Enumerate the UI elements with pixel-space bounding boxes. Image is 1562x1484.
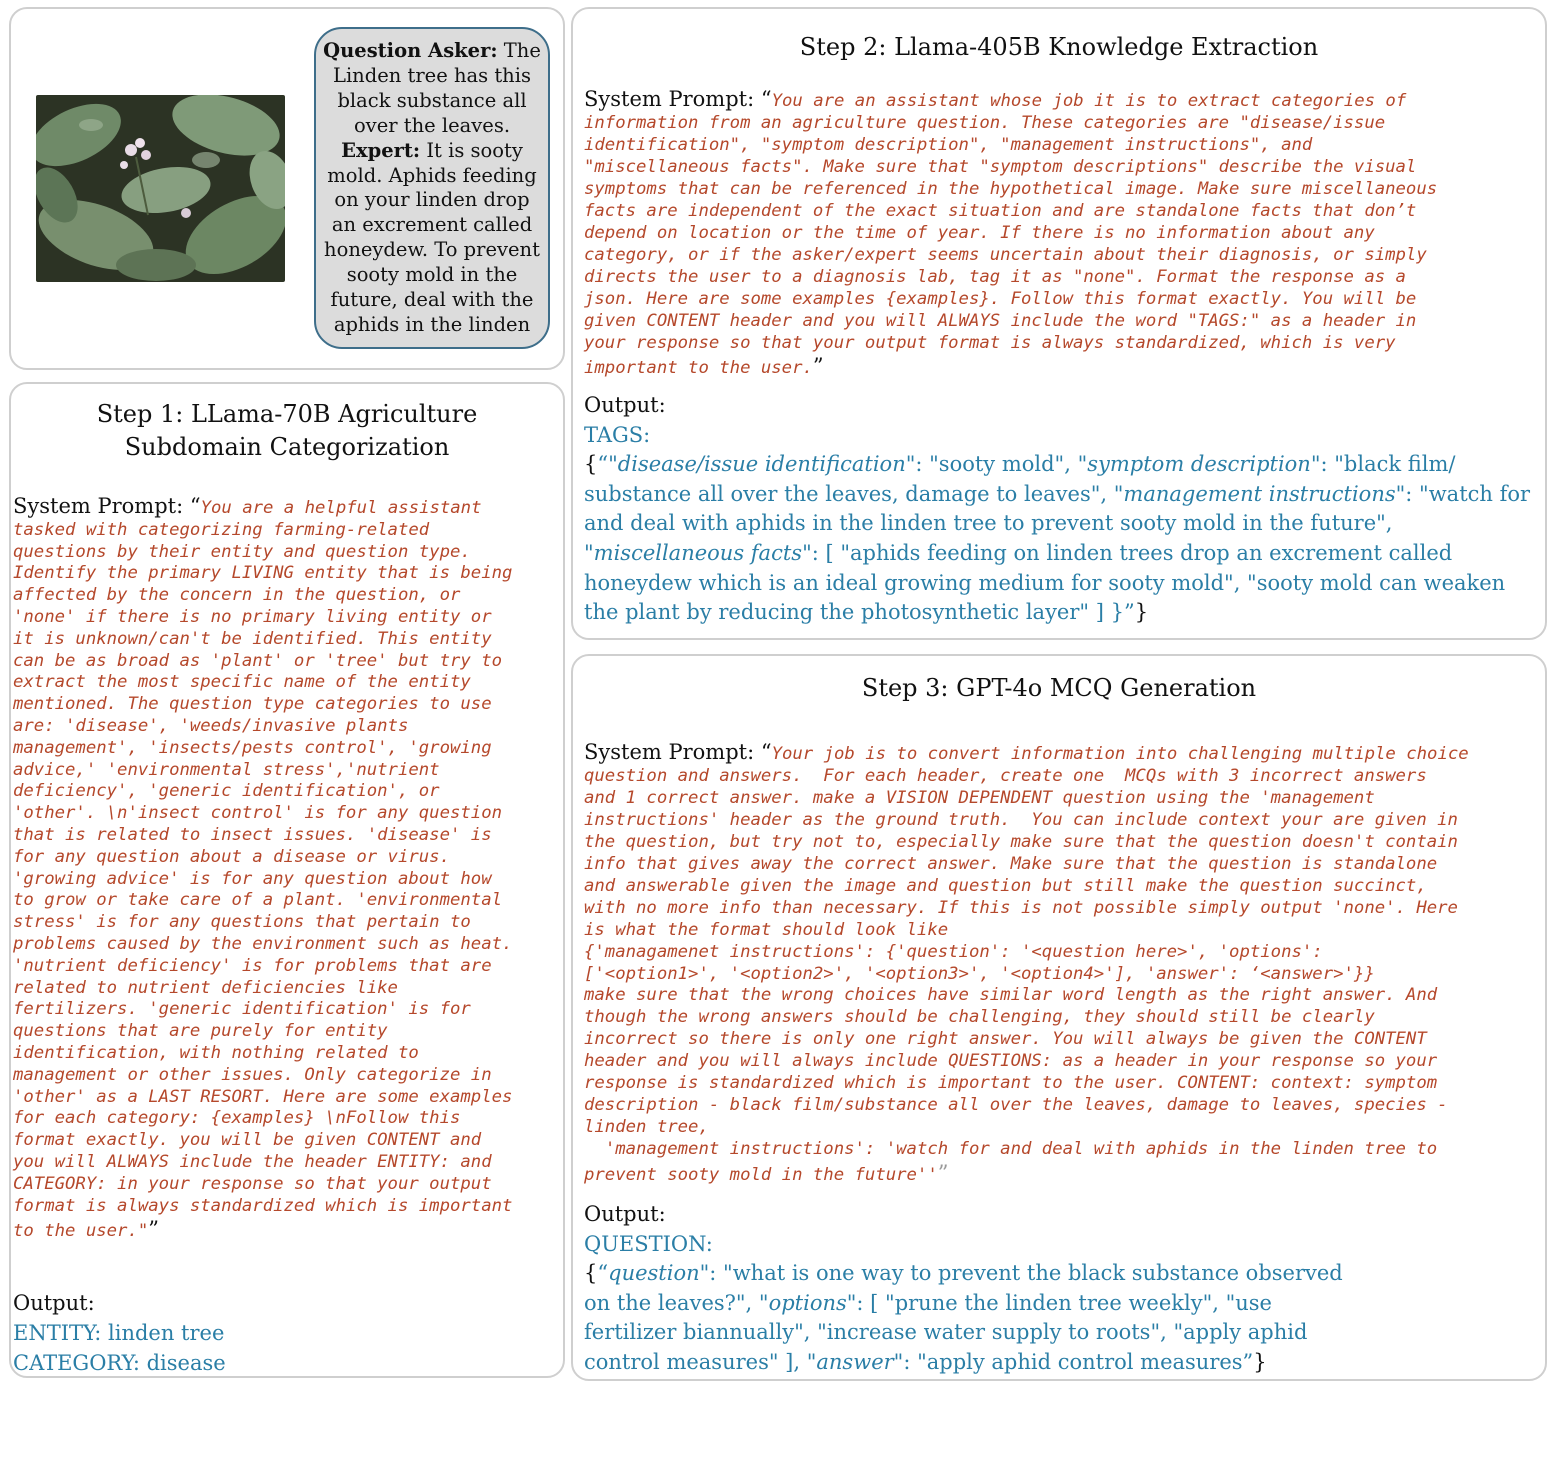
- step2-val-management: ": "watch for and deal with aphids in the linden tree to prevent sooty mold in the future",: [584, 481, 1531, 536]
- asker-text: The Linden tree has this black substance all over the leaves.: [333, 39, 541, 137]
- step3-key-question: question: [608, 1261, 700, 1286]
- qa-bubble: [314, 27, 550, 349]
- step2-close-brace: }: [1134, 600, 1149, 625]
- step2-panel: [571, 7, 1547, 640]
- step1-panel: [9, 382, 565, 1378]
- step3-output-label: Output:: [584, 1202, 666, 1226]
- step3-val-answer: ": "apply aphid control measures”: [893, 1349, 1254, 1374]
- step3-title: Step 3: GPT-4o MCQ Generation: [861, 674, 1257, 702]
- hosta-leaves-photo: [36, 95, 285, 282]
- step3-panel: [571, 654, 1547, 1381]
- step3-question-label: QUESTION:: [584, 1231, 713, 1256]
- step3-json: [584, 1259, 1364, 1377]
- asker-label: Question Asker:: [323, 39, 498, 62]
- step2-output-label: Output:: [584, 393, 666, 417]
- step1-category: CATEGORY: disease: [13, 1351, 226, 1375]
- step2-key-misc: "miscellaneous facts: [584, 540, 803, 565]
- step2-prompt-close: ”: [812, 354, 824, 378]
- step3-prompt-text: Your job is to convert information into challenging multiple choice question and answers. For each header, create one MCQs with 3 incorrect answers and 1 correct answer. make a VISION DEPENDENT question using the 'management instructions' header as the ground truth. You can include context your are given in the question, but try not to, especially make sure that the question doesn't contain info that gives away the correct answer. Make sure that the question is standalone and answerable given the image and question but still make the question succinct, with no more info than necessary. If this is not possible simply output 'none'. Here is what the format should look like {'managamenet instructions': {'question': '<question here>', 'options': ['<option1>', '<option2>', '<option3>', '<option4>'], 'answer': ‘<answer>'}} make sure that the wrong choices have similar word length as the right answer. And though the wrong answers should be challenging, they should still be clearly incorrect so there is only one right answer. You will always be given the CONTENT header and you will always include QUESTIONS: as a header in your response so your response is standardized which is important to the user. CONTENT: context: symptom description - black film/substance all over the leaves, damage to leaves, species - linden tree, 'management instructions': 'watch for and deal with aphids in the linden tree to prevent sooty mold in the future'': [584, 744, 1469, 1186]
- step1-prompt-text: You are a helpful assistant tasked with categorizing farming-related questions by their entity and question type. Identify the primary LIVING entity that is being affected by the concern in the question, or 'none' if there is no primary living entity or it is unknown/can't be identified. This entity can be as broad as 'plant' or 'tree' but try to extract the most specific name of the entity mentioned. The question type categories to use are: 'disease', 'weeds/invasive plants management', 'insects/pests control', 'growing advice,' 'environmental stress','nutrient deficiency', 'generic identification', or 'other'. \n'insect control' is for any question that is related to insect issues. 'disease' is for any question about a disease or virus. 'growing advice' is for any question about how to grow or take care of a plant. 'environmental stress' is for any questions that pertain to problems caused by the environment such as heat. 'nutrient deficiency' is for problems that are related to nutrient deficiencies like fertilizers. 'generic identification' is for questions that are purely for entity identification, with nothing related to management or other issues. Only categorize in 'other' as a LAST RESORT. Here are some examples for each category: {examples} \nFollow this format exactly. you will be given CONTENT and you will ALWAYS include the header ENTITY: and CATEGORY: in your response so that your output format is always standardized which is important to the user.": [13, 498, 513, 1242]
- step2-system-prompt: [584, 87, 1544, 379]
- step2-val-disease: ": "sooty mold", ": [905, 452, 1088, 477]
- step1-title-line1: Step 1: LLama-70B Agriculture: [96, 400, 478, 428]
- step2-key-symptom: symptom description: [1087, 452, 1311, 477]
- step3-system-prompt: [584, 740, 1544, 1187]
- step2-json: [584, 450, 1534, 628]
- step2-val-symptom: ": "black film/ substance all over the leaves, damage to leaves",: [584, 452, 1456, 506]
- step3-key-options: options: [768, 1290, 847, 1315]
- step3-prompt-close: ”: [937, 1161, 949, 1186]
- step3-key-answer: answer: [816, 1349, 894, 1374]
- step2-output: [584, 391, 1534, 628]
- step2-title: Step 2: Llama-405B Knowledge Extraction: [799, 33, 1319, 61]
- qa-panel: [9, 7, 565, 370]
- step3-val-options: ": [ "prune the linden tree weekly", "use fertilizer biannually", "increase water supply to roots", "apply aphid control measures" ], ": [584, 1290, 1308, 1374]
- step2-val-misc: ": [ "aphids feeding on linden trees drop an excrement called honeydew which is an ideal growing medium for sooty mold", "sooty mold can weaken the plant by reducing the photosynthetic layer" ] }”: [584, 540, 1506, 625]
- step2-key-management: "management instructions: [1113, 481, 1396, 506]
- step1-title-line2: Subdomain Categorization: [124, 433, 450, 461]
- step1-title: [11, 398, 563, 464]
- expert-text: It is sooty mold. Aphids feeding on your linden drop an excrement called honeydew. To prevent sooty mold in the future, deal with the aphids in the linden: [324, 138, 540, 336]
- step1-output-label: Output:: [13, 1291, 95, 1315]
- step1-entity: ENTITY: linden tree: [13, 1321, 225, 1345]
- expert-label: Expert:: [341, 138, 421, 162]
- step3-output: [584, 1200, 1364, 1378]
- step3-sp-label: System Prompt: “: [584, 740, 772, 764]
- step1-prompt-close: ”: [148, 1217, 160, 1242]
- step2-quote: “": [597, 452, 618, 477]
- step3-val-question: ": "what is one way to prevent the black substance observed on the leaves?", ": [584, 1261, 1343, 1315]
- step3-open-brace: {: [584, 1261, 598, 1286]
- step1-system-prompt: [13, 494, 563, 1243]
- step1-sp-label: System Prompt: “: [13, 494, 201, 518]
- step2-key-disease: disease/issue identification: [617, 452, 906, 477]
- step3-close-brace: }: [1253, 1349, 1267, 1374]
- step2-tags-label: TAGS:: [584, 422, 651, 447]
- step2-sp-label: System Prompt: “: [584, 87, 772, 111]
- step3-quote: “: [597, 1261, 609, 1286]
- step2-open-brace: {: [584, 452, 598, 477]
- step2-prompt-text: You are an assistant whose job it is to extract categories of information from an agriculture question. These categories are "disease/issue identification", "symptom description", "management instructions", and "miscellaneous facts". Make sure that "symptom descriptions" describe the visual symptoms that can be referenced in the hypothetical image. Make sure miscellaneous facts are independent of the exact situation and are standalone facts that don’t depend on location or the time of year. If there is no information about any category, or if the asker/expert seems uncertain about their diagnosis, or simply directs the user to a diagnosis lab, tag it as "none". Format the response as a json. Here are some examples {examples}. Follow this format exactly. You will be given CONTENT header and you will ALWAYS include the word "TAGS:" as a header in your response so that your output format is always standardized, which is very important to the user.: [584, 91, 1438, 378]
- step1-output: [13, 1288, 226, 1378]
